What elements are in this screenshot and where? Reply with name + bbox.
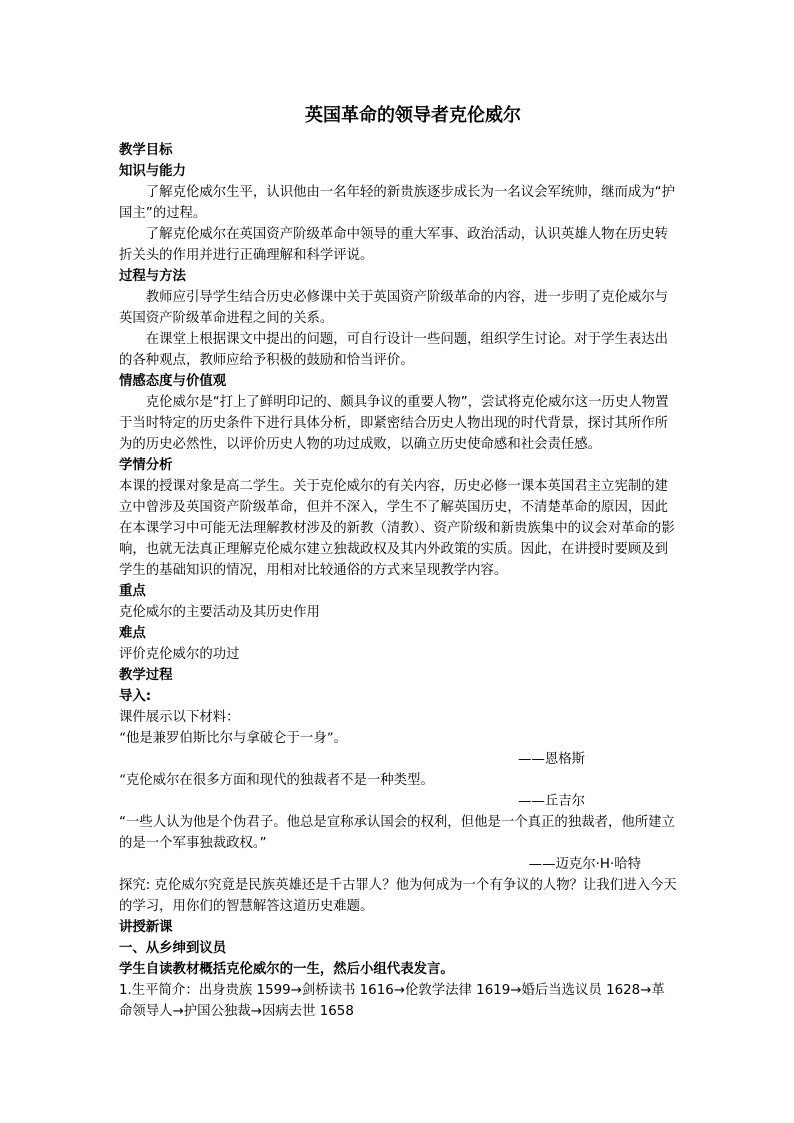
document-body (119, 104, 677, 1022)
intro-heading: 导入: (119, 689, 152, 704)
process-paragraph-2: 在课堂上根据课文中提出的问题，可自行设计一些问题，组织学生讨论。对于学生表达出的各种观点，教师应给予积极的鼓励和恰当评价。 (119, 332, 669, 368)
emotion-heading: 情感态度与价值观 (119, 374, 227, 389)
difficulty-heading: 难点 (119, 626, 146, 641)
part1-task: 学生自读教材概括克伦威尔的一生，然后小组代表发言。 (119, 962, 454, 977)
part1-heading: 一、从乡绅到议员 (119, 941, 227, 956)
quote-engels: “他是兼罗伯斯比尔与拿破仑于一身”。 (119, 731, 347, 746)
procedure-heading: 教学过程 (119, 668, 173, 683)
quote-hart: “一些人认为他是个伪君子。他总是宣称承认国会的权利，但他是一个真正的独裁者，他所建立的是一个军事独裁政权。” (119, 815, 675, 851)
key-point-text: 克伦威尔的主要活动及其历史作用 (119, 605, 320, 620)
knowledge-heading: 知识与能力 (119, 164, 186, 179)
explore-text: 探究: 克伦威尔究竟是民族英雄还是千古罪人？他为何成为一个有争议的人物？让我们进入今天的学习，用你们的智慧解答这道历史难题。 (119, 878, 677, 914)
quote-churchill: “克伦威尔在很多方面和现代的独裁者不是一种类型。 (119, 773, 434, 788)
quote-hart-attribution: ——迈克尔·H·哈特 (528, 857, 641, 872)
knowledge-paragraph-2: 了解克伦威尔在英国资产阶级革命中领导的重大军事、政治活动，认识英雄人物在历史转折关头的作用并进行正确理解和科学评说。 (119, 227, 669, 263)
quote-churchill-attribution: ——丘吉尔 (518, 794, 585, 809)
goals-heading: 教学目标 (119, 143, 173, 158)
analysis-paragraph-1: 本课的授课对象是高二学生。关于克伦威尔的有关内容，历史必修一课本英国君主立宪制的建立中曾涉及英国资产阶级革命，但并不深入，学生不了解英国历史，不清楚革命的原因，因此在本课学习中可能无法理解教材涉及的新教（清教）、资产阶级和新贵族集中的议会对革命的影响，也就无法真正理解克伦威尔建立独裁政权及其内外政策的实质。因此，在讲授时要顾及到学生的基础知识的情况，用相对比较通俗的方式来呈现教学内容。 (119, 479, 675, 578)
intro-text: 课件展示以下材料： (119, 710, 240, 725)
part1-biography: 1.生平简介：出身贵族 1599→剑桥读书 1616→伦敦学法律 1619→婚后当选议员 1628→革命领导人→护国公独裁→因病去世 1658 (119, 983, 665, 1019)
emotion-paragraph-1: 克伦威尔是“打上了鲜明印记的、颇具争议的重要人物”，尝试将克伦威尔这一历史人物置于当时特定的历史条件下进行具体分析，即紧密结合历史人物出现的时代背景，探讨其所作所为的历史必然性，以评价历史人物的功过成败，以确立历史使命感和社会责任感。 (119, 395, 669, 452)
process-paragraph-1: 教师应引导学生结合历史必修课中关于英国资产阶级革命的内容，进一步明了克伦威尔与英国资产阶级革命进程之间的关系。 (119, 290, 669, 326)
key-point-heading: 重点 (119, 584, 146, 599)
document-title: 英国革命的领导者克伦威尔 (305, 105, 521, 126)
knowledge-paragraph-1: 了解克伦威尔生平，认识他由一名年轻的新贵族逐步成长为一名议会军统帅，继而成为“护国主”的过程。 (119, 185, 675, 221)
process-heading: 过程与方法 (119, 269, 186, 284)
quote-engels-attribution: ——恩格斯 (518, 752, 585, 767)
difficulty-text: 评价克伦威尔的功过 (119, 647, 240, 662)
new-lesson-heading: 讲授新课 (119, 920, 173, 935)
analysis-heading: 学情分析 (119, 458, 173, 473)
